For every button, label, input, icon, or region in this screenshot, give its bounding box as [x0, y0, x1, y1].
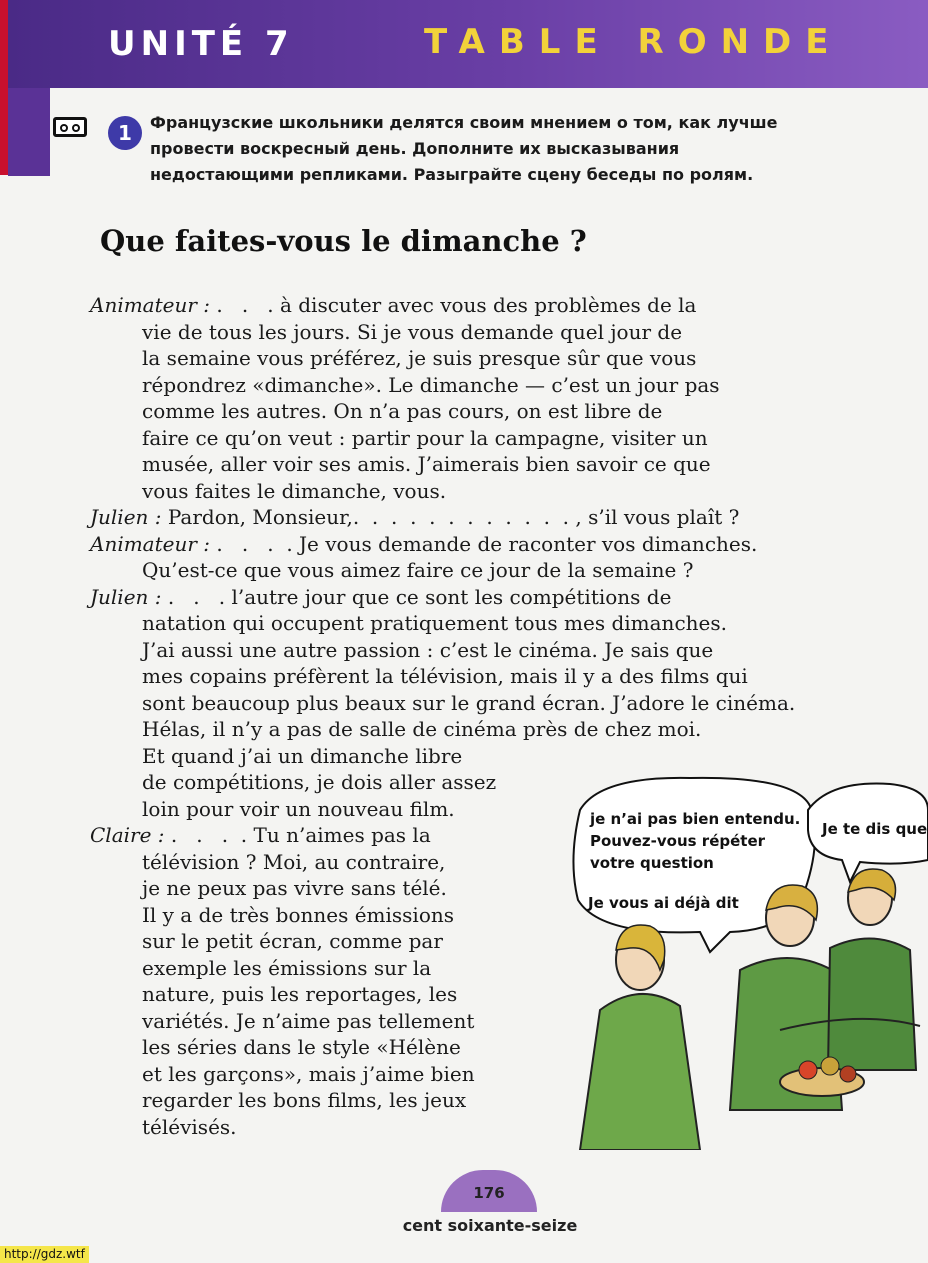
dialogue-text-segment: musée, aller voir ses amis. J’aimerais bien savoir ce que [142, 452, 711, 476]
dialogue-line [142, 345, 696, 371]
bubble-line: Pouvez-vous répéter [590, 832, 766, 850]
dialogue-text-segment: comme les autres. On n’a pas cours, on est libre de [142, 399, 663, 423]
dialogue-line [142, 398, 662, 424]
dialogue-text-segment: Et quand j’ai un dimanche libre [142, 743, 463, 768]
page-title: Que faites-vous le dimanche ? [100, 224, 587, 258]
unit-title: TABLE RONDE [424, 22, 843, 62]
dialogue-line [90, 822, 431, 848]
dialogue-text-segment: variétés. Je n’aime pas tellement [142, 1008, 475, 1033]
dialogue-line [90, 531, 757, 557]
dialogue-line [142, 663, 748, 689]
dialogue-text-segment: natation qui occupent pratiquement tous mes dimanches. [142, 611, 727, 635]
dialogue-text-segment: Pardon, Monsieur,. . . . . . . . . . . . , s’il vous plaît ? [161, 505, 740, 529]
dialogue-text-segment: sur le petit écran, comme par [142, 929, 443, 953]
dialogue-line [142, 637, 713, 663]
dialogue-line [142, 425, 708, 451]
unit-label: UNITÉ 7 [108, 24, 294, 64]
dialogue-line [90, 504, 739, 530]
dialogue-text-segment: exemple les émissions sur la [142, 955, 432, 980]
dialogue-line [142, 716, 701, 742]
dialogue-text-segment: de compétitions, je dois aller assez [142, 770, 497, 794]
dialogue-text-segment: faire ce qu’on veut : partir pour la campagne, visiter un [142, 425, 708, 450]
dialogue-text-segment: regarder les bons films, les jeux [142, 1088, 467, 1112]
bubble-line: je n’ai pas bien entendu. [590, 810, 801, 828]
dialogue-line [142, 1008, 474, 1034]
dialogue-line [142, 796, 455, 822]
dialogue-line [142, 690, 795, 716]
bubble-line: votre question [590, 854, 714, 872]
dialogue-line [142, 981, 457, 1007]
header-notch [8, 88, 50, 176]
dialogue-line [142, 769, 496, 795]
instruction-line: недостающими репликами. Разыграйте сцену беседы по ролям. [150, 165, 754, 184]
dialogue-text-segment: répondrez «dimanche». Le dimanche — c’est un jour pas [142, 372, 720, 397]
dialogue-text-segment: vie de tous les jours. Si je vous demande quel jour de [142, 319, 683, 344]
speaker-name: Animateur : [90, 531, 211, 556]
instruction-line: провести воскресный день. Дополните их высказывания [150, 139, 680, 158]
dialogue-text-segment: les séries dans le style «Hélène [142, 1035, 461, 1059]
dialogue-text-segment: J’ai aussi une autre passion : c’est le cinéma. Je sais que [142, 637, 714, 662]
dialogue-text-segment: . . . l’autre jour que ce sont les compétitions de [161, 584, 672, 609]
dialogue-line [142, 1087, 466, 1113]
speaker-name: Animateur : [90, 293, 211, 317]
bubble-line: Je vous ai déjà dit [588, 894, 739, 912]
dialogue-line [142, 319, 682, 345]
dialogue-text-segment: télévisés. [142, 1114, 237, 1139]
dialogue-line [142, 875, 447, 901]
dialogue-line [142, 372, 720, 398]
page-number: 176 [473, 1184, 505, 1202]
dialogue-line [142, 478, 446, 504]
dialogue-line [142, 928, 443, 954]
dialogue-line [142, 743, 462, 769]
dialogue-text-segment: . . . à discuter avec vous des problèmes de la [210, 293, 697, 317]
cassette-icon [53, 117, 87, 137]
dialogue-line [142, 610, 727, 636]
dialogue-line [142, 557, 693, 583]
dialogue-text-segment: loin pour voir un nouveau film. [142, 796, 455, 821]
dialogue-line [142, 849, 445, 875]
page-number-words: cent soixante-seize [402, 1216, 578, 1235]
dialogue-line [142, 1061, 475, 1087]
dialogue-text-segment: et les garçons», mais j’aime bien [142, 1061, 475, 1086]
speaker-name: Claire : [90, 823, 165, 847]
dialogue-text-segment: télévision ? Moi, au contraire, [142, 849, 446, 874]
dialogue-text-segment: vous faites le dimanche, vous. [142, 478, 447, 503]
dialogue-line [142, 1114, 237, 1140]
dialogue-text-segment: mes copains préfèrent la télévision, mais il y a des films qui [142, 664, 748, 688]
dialogue-line [142, 955, 431, 981]
bubble-line: Je te dis que [822, 820, 928, 838]
exercise-instructions [150, 110, 870, 188]
dialogue-line [142, 902, 454, 928]
dialogue-text-segment: la semaine vous préférez, je suis presque sûr que vous [142, 346, 697, 370]
students-illustration [560, 770, 928, 1150]
dialogue-text-segment: Qu’est-ce que vous aimez faire ce jour de la semaine ? [142, 558, 694, 582]
dialogue-line [142, 1034, 461, 1060]
dialogue-text-segment: sont beaucoup plus beaux sur le grand écran. J’adore le cinéma. [142, 690, 796, 715]
dialogue-text-segment: Il y a de très bonnes émissions [142, 902, 455, 927]
dialogue-line [90, 584, 671, 610]
exercise-number-badge: 1 [108, 116, 142, 150]
dialogue-line [142, 451, 711, 477]
dialogue-line [90, 292, 696, 318]
dialogue-text-segment: nature, puis les reportages, les [142, 982, 458, 1006]
page-edge-stripe [0, 0, 8, 175]
instruction-line: Французские школьники делятся своим мнением о том, как лучше [150, 113, 778, 132]
watermark-url[interactable]: http://gdz.wtf [0, 1246, 89, 1263]
dialogue-text-segment: . . . . Tu n’aimes pas la [164, 823, 431, 847]
dialogue-text-segment: . . . . Je vous demande de raconter vos dimanches. [210, 531, 758, 556]
speaker-name: Julien : [90, 584, 162, 609]
dialogue-text-segment: je ne peux pas vivre sans télé. [142, 876, 447, 900]
speaker-name: Julien : [90, 505, 162, 529]
dialogue-text-segment: Hélas, il n’y a pas de salle de cinéma près de chez moi. [142, 717, 702, 741]
